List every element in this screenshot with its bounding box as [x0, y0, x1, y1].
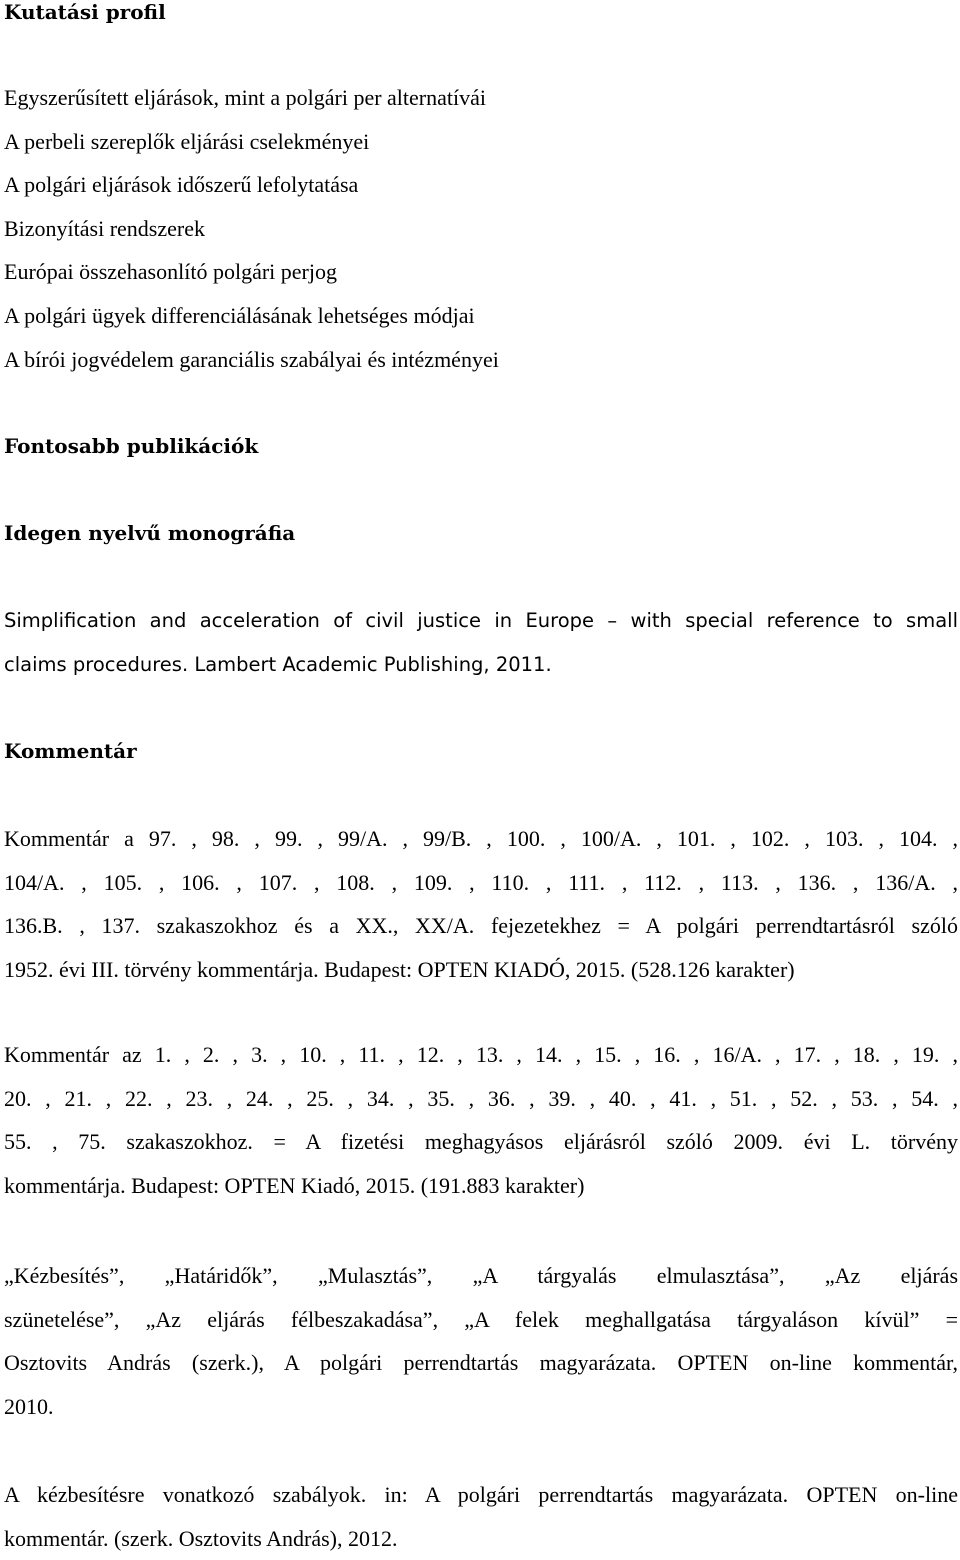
commentary-entry [4, 1254, 958, 1428]
entry-line: Kommentár az 1. , 2. , 3. , 10. , 11. , 12. , 13. , 14. , 15. , 16. , 16/A. , 17. , 18. , 19. , [4, 1042, 958, 1067]
publications-heading: Fontosabb publikációk [4, 434, 259, 458]
entry-line: kommentárja. Budapest: OPTEN Kiadó, 2015. (191.883 karakter) [4, 1172, 585, 1198]
page-title: Kutatási profil [4, 0, 166, 24]
commentary-heading: Kommentár [4, 739, 137, 763]
entry-line: 2010. [4, 1393, 54, 1419]
entry-line: Kommentár a 97. , 98. , 99. , 99/A. , 99/B. , 100. , 100/A. , 101. , 102. , 103. , 104. , [4, 826, 958, 851]
entry-line: 55. , 75. szakaszokhoz. = A fizetési meghagyásos eljárásról szóló 2009. évi L. törvény [4, 1129, 958, 1155]
entry-line: 1952. évi III. törvény kommentárja. Budapest: OPTEN KIADÓ, 2015. (528.126 karakter) [4, 956, 795, 982]
citation-line: Simplification and acceleration of civil justice in Europe – with special reference to small [4, 609, 958, 632]
entry-line: „Kézbesítés”, „Határidők”, „Mulasztás”, „A tárgyalás elmulasztása”, „Az eljárás [4, 1263, 958, 1288]
topic-item: A bírói jogvédelem garanciális szabályai és intézményei [4, 346, 499, 372]
monograph-heading: Idegen nyelvű monográfia [4, 521, 296, 545]
entry-line: szünetelése”, „Az eljárás félbeszakadása”, „A felek meghallgatása tárgyaláson kívül” = [4, 1306, 958, 1332]
entry-line: 104/A. , 105. , 106. , 107. , 108. , 109. , 110. , 111. , 112. , 113. , 136. , 136/A. , [4, 869, 958, 895]
topic-item: A polgári eljárások időszerű lefolytatása [4, 172, 359, 198]
entry-line: kommentár. (szerk. Osztovits András), 2012. [4, 1525, 398, 1551]
monograph-citation [4, 599, 958, 686]
entry-line: 136.B. , 137. szakaszokhoz és a XX., XX/A. fejezetekhez = A polgári perrendtartásról szóló [4, 913, 958, 939]
topic-item: A perbeli szereplők eljárási cselekményei [4, 128, 370, 154]
topic-item: Egyszerűsített eljárások, mint a polgári per alternatívái [4, 85, 486, 110]
citation-line: claims procedures. Lambert Academic Publishing, 2011. [4, 652, 552, 676]
commentary-entry [4, 817, 958, 991]
entry-line: A kézbesítésre vonatkozó szabályok. in: A polgári perrendtartás magyarázata. OPTEN on-line [4, 1482, 958, 1507]
commentary-entry [4, 1033, 958, 1207]
topic-item: Európai összehasonlító polgári perjog [4, 259, 337, 285]
entry-line: Osztovits András (szerk.), A polgári perrendtartás magyarázata. OPTEN on-line kommentár, [4, 1350, 958, 1376]
commentary-entry [4, 1473, 958, 1560]
entry-line: 20. , 21. , 22. , 23. , 24. , 25. , 34. , 35. , 36. , 39. , 40. , 41. , 51. , 52. , 53. , 54. , [4, 1085, 958, 1111]
topic-item: Bizonyítási rendszerek [4, 215, 205, 241]
topic-item: A polgári ügyek differenciálásának lehetséges módjai [4, 302, 475, 328]
research-topics-list [4, 84, 499, 389]
